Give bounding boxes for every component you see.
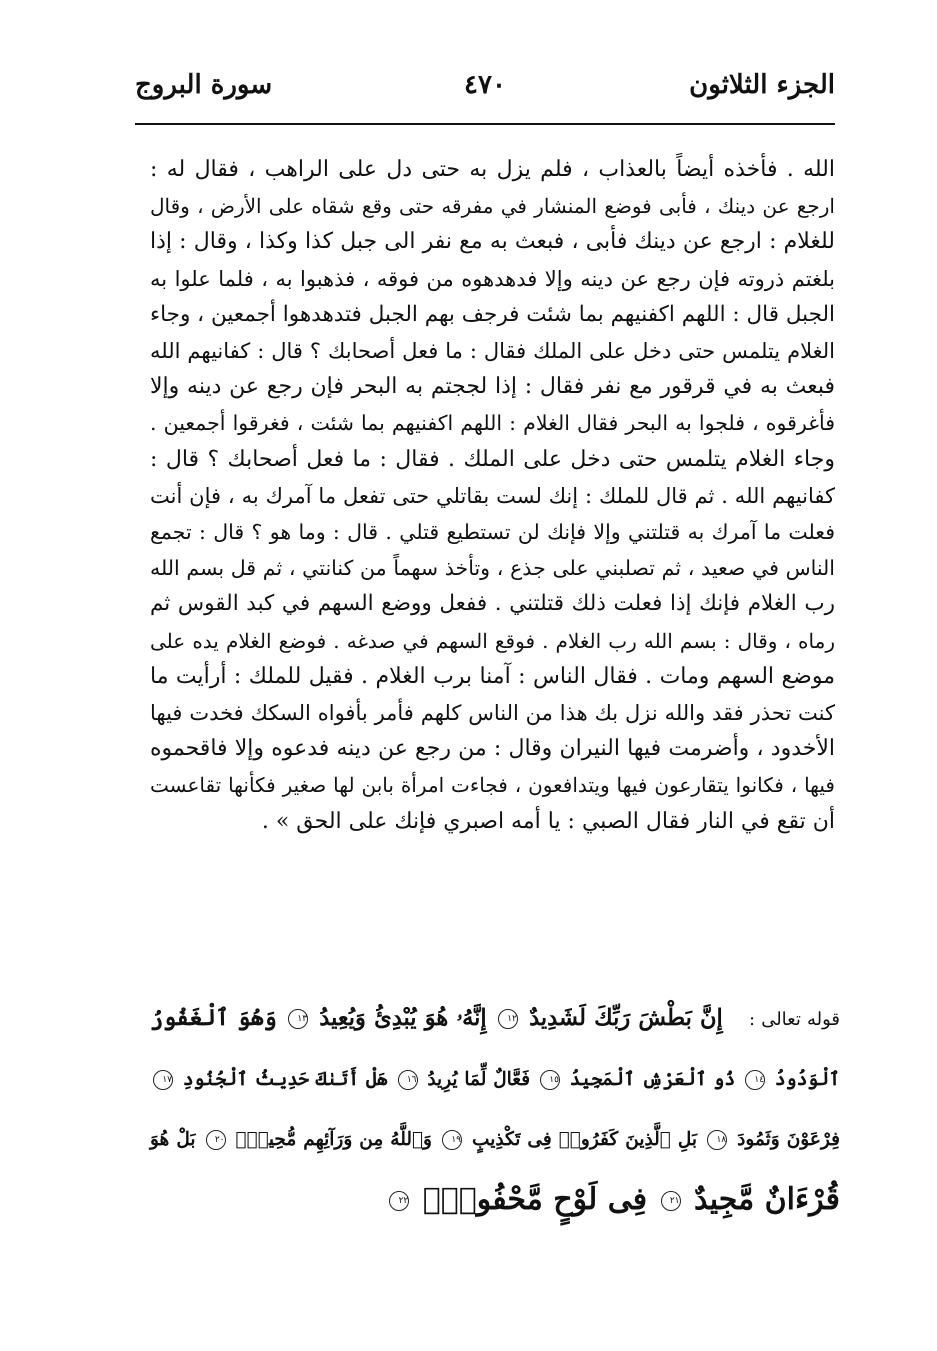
text-line: وجاء الغلام يتلمس حتى دخل على الملك . فقال : ما فعل أصحابك ؟ قال : bbox=[150, 446, 835, 472]
text-line: رب الغلام فإنك إذا فعلت ذلك قتلتني . ففعل ووضع السهم في كبد القوس ثم bbox=[150, 591, 835, 617]
text-line: فيها ، فكانوا يتقارعون فيها ويتدافعون ، فجاءت امرأة بابن لها صغير فكأنها تقاعست bbox=[150, 773, 835, 798]
text-line: رماه ، وقال : بسم الله رب الغلام . فوقع السهم في صدغه . فوضع الغلام يده على bbox=[150, 628, 835, 653]
ayah-number-marker: ١٦ bbox=[398, 1070, 418, 1090]
ayah-number-marker: ١٧ bbox=[153, 1070, 173, 1090]
verse-text: بَلِ ٱلَّذِينَ كَفَرُوا۟ فِى تَكْذِيبٍ bbox=[472, 1129, 698, 1150]
ayah-number-marker: ٢٢ bbox=[389, 1191, 409, 1211]
verse-line bbox=[150, 988, 840, 1050]
text-line: الله . فأخذه أيضاً بالعذاب ، فلم يزل به حتى دل على الراهب ، فقال له : bbox=[150, 157, 835, 182]
verse-text: فِرْعَوْنَ وَثَمُودَ bbox=[737, 1129, 840, 1150]
ayah-number-marker: ١٩ bbox=[442, 1130, 462, 1150]
page-number: ٤٧٠ bbox=[464, 70, 506, 100]
text-line: الغلام يتلمس حتى دخل على الملك فقال : ما فعل أصحابك ؟ قال : كفانيهم الله bbox=[150, 339, 835, 364]
commentary-text bbox=[150, 152, 835, 840]
juz-title: الجزء الثلاثون bbox=[689, 70, 835, 100]
text-line: بلغتم ذروته فإن رجع عن دينه وإلا فدهدهوه من فوقه ، فذهبوا به ، فلما علوا به bbox=[150, 266, 835, 291]
verse-line bbox=[150, 1110, 840, 1170]
verse-text: هَلْ أَتَىٰكَ حَدِيثُ ٱلْجُنُودِ bbox=[182, 1069, 388, 1090]
text-line: الناس في صعيد ، ثم تصلبني على جذع ، وتأخذ سهماً من كنانتي ، ثم قل بسم الله bbox=[150, 556, 835, 581]
quran-verses bbox=[150, 988, 840, 1230]
verse-line bbox=[150, 1170, 840, 1230]
ayah-number-marker: ١٤ bbox=[745, 1070, 765, 1090]
verse-text: وَهُوَ ٱلْغَفُورُ bbox=[150, 1005, 277, 1031]
verse-text: إِنَّهُۥ هُوَ يُبْدِئُ وَيُعِيدُ bbox=[319, 1005, 487, 1031]
text-line: فأغرقوه ، فلجوا به البحر فقال الغلام : اللهم اكفنيهم بما شئت ، فغرقوا أجمعين . bbox=[150, 411, 835, 436]
text-line: أن تقع في النار فقال الصبي : يا أمه اصبري فإنك على الحق » . bbox=[261, 808, 835, 834]
verse-text: ٱلْوَدُودُ bbox=[774, 1069, 840, 1090]
ayah-number-marker: ١٨ bbox=[707, 1130, 727, 1150]
verse-text: وَٱللَّهُ مِن وَرَآئِهِم مُّحِيطٌۢ bbox=[235, 1129, 432, 1150]
text-line: فعلت ما آمرك به قتلتني وإلا فإنك لن تستطيع قتلي . قال : وما هو ؟ قال : تجمع bbox=[150, 520, 835, 545]
verse-text: ذُو ٱلْعَرْشِ ٱلْمَجِيدُ bbox=[569, 1069, 736, 1090]
ayah-number-marker: ٢٠ bbox=[206, 1130, 226, 1150]
surah-title: سورة البروج bbox=[135, 70, 273, 100]
verse-text: قُرْءَانٌ مَّجِيدٌ bbox=[693, 1182, 840, 1217]
verse-text: فِى لَوْحٍ مَّحْفُوظٍۭ bbox=[422, 1182, 648, 1217]
verse-intro: قوله تعالى : bbox=[749, 1009, 840, 1030]
text-line: ارجع عن دينك ، فأبى فوضع المنشار في مفرقه حتى وقع شقاه على الأرض ، وقال bbox=[150, 194, 835, 219]
header-divider bbox=[135, 123, 835, 125]
text-line: كفانيهم الله . ثم قال للملك : إنك لست بقاتلي حتى تفعل ما آمرك به ، فإن أنت bbox=[150, 483, 835, 508]
ayah-number-marker: ٢١ bbox=[661, 1191, 681, 1211]
text-line: كنت تحذر فقد والله نزل بك هذا من الناس كلهم فأمر بأفواه السكك فخدت فيها bbox=[150, 701, 835, 726]
verse-text: إِنَّ بَطْشَ رَبِّكَ لَشَدِيدٌ bbox=[529, 1005, 723, 1031]
text-line: للغلام : ارجع عن دينك فأبى ، فبعث به مع نفر الى جبل كذا وكذا ، وقال : إذا bbox=[150, 229, 835, 255]
text-line: فبعث به في قرقور مع نفر فقال : إذا لججتم به البحر فإن رجع عن دينه وإلا bbox=[150, 374, 835, 400]
text-line: الأخدود ، وأضرمت فيها النيران وقال : من رجع عن دينه فدعوه وإلا فاقحموه bbox=[150, 736, 835, 762]
text-line: موضع السهم ومات . فقال الناس : آمنا برب الغلام . فقيل للملك : أرأيت ما bbox=[150, 663, 835, 689]
ayah-number-marker: ١٢ bbox=[498, 1009, 518, 1029]
ayah-number-marker: ١٥ bbox=[540, 1070, 560, 1090]
verse-text: بَلْ هُوَ bbox=[150, 1129, 196, 1150]
verse-line bbox=[150, 1050, 840, 1110]
verse-text: فَعَّالٌ لِّمَا يُرِيدُ bbox=[427, 1069, 531, 1090]
text-line: الجبل قال : اللهم اكفنيهم بما شئت فرجف بهم الجبل فتدهدهوا أجمعين ، وجاء bbox=[150, 301, 835, 327]
ayah-number-marker: ١٣ bbox=[288, 1009, 308, 1029]
page-header bbox=[135, 70, 835, 120]
